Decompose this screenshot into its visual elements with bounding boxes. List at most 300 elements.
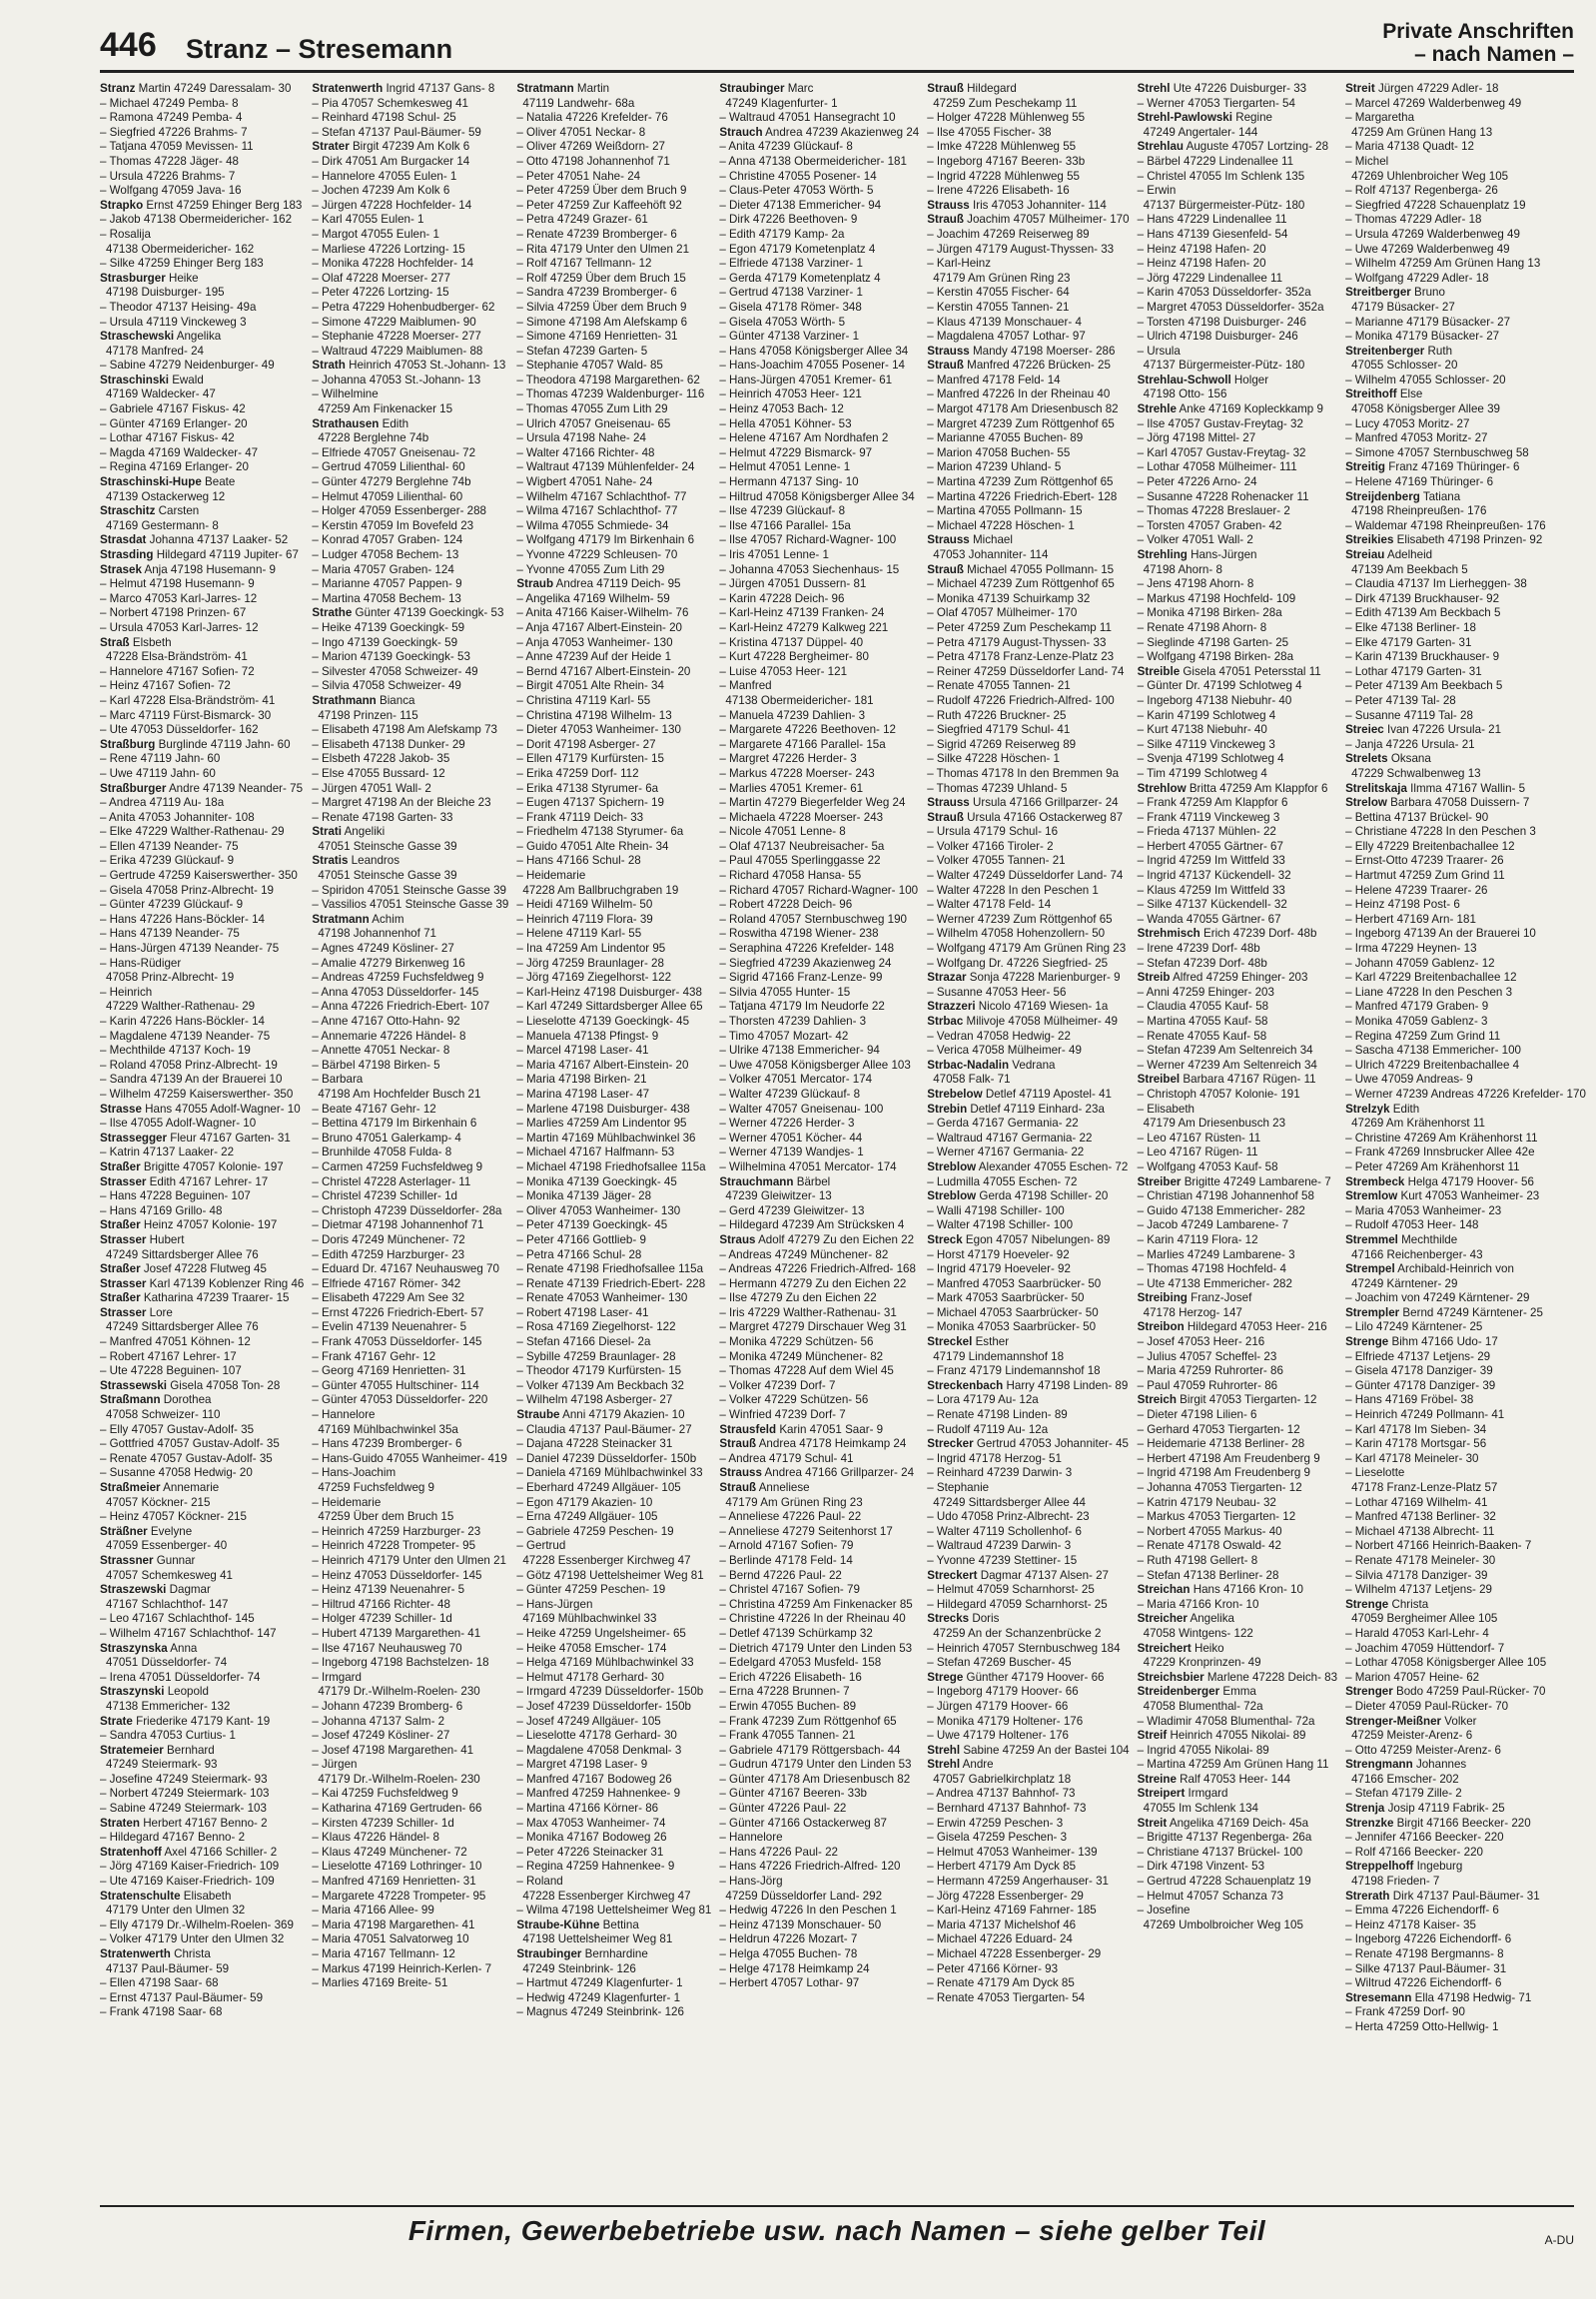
entry-details: – Udo 47058 Prinz-Albrecht- 23 xyxy=(927,1510,1090,1524)
entry-details: – Klaus 47139 Monschauer- 4 xyxy=(927,315,1082,329)
directory-entry xyxy=(719,213,919,228)
directory-entry xyxy=(719,1831,919,1846)
entry-details: – Wilma 47198 Uettelsheimer Weg 81 xyxy=(516,1904,712,1917)
surname: Streichert xyxy=(1137,1641,1192,1655)
entry-details: Alexander 47055 Eschen- 72 xyxy=(978,1159,1129,1173)
directory-entry xyxy=(719,1379,919,1394)
entry-details: – Hartmut 47259 Zum Grind 11 xyxy=(1345,869,1505,883)
directory-entry xyxy=(927,460,1129,475)
entry-details: – Gertrud 47138 Varziner- 1 xyxy=(719,286,863,300)
directory-entry xyxy=(1138,1379,1337,1394)
entry-details: – Joachim von 47249 Kärntener- 29 xyxy=(1345,1291,1530,1305)
directory-entry xyxy=(516,387,711,402)
entry-details: Hildegard xyxy=(967,82,1017,95)
entry-details: – Monika 47139 Schuirkamp 32 xyxy=(927,591,1091,605)
directory-entry xyxy=(1345,446,1586,461)
entry-details: 47239 Gleiwitzer- 13 xyxy=(725,1189,832,1203)
entry-details: – Monika 47198 Birken- 28a xyxy=(1137,606,1282,620)
entry-details: – Gertrud xyxy=(516,1539,566,1553)
entry-details: 47179 Am Grünen Ring 23 xyxy=(725,1495,863,1509)
entry-details: Anja 47198 Husemann- 9 xyxy=(144,562,276,576)
entry-details: – Volker 47051 Wall- 2 xyxy=(1137,533,1253,547)
entry-details: – Johanna 47053 St.-Johann- 13 xyxy=(312,373,481,386)
entry-details: 47249 Klagenfurter- 1 xyxy=(725,96,838,110)
entry-details: Iris 47053 Johanniter- 114 xyxy=(972,198,1107,212)
entry-details: – Annemarie 47226 Händel- 8 xyxy=(312,1029,466,1043)
directory-entry xyxy=(927,1758,1129,1773)
entry-details: – Jörg 47169 Kaiser-Friedrich- 109 xyxy=(100,1860,280,1874)
entry-details: – Reiner 47259 Düsseldorfer Land- 74 xyxy=(927,664,1125,678)
directory-entry xyxy=(1138,243,1337,258)
entry-details: Dagmar xyxy=(169,1583,211,1597)
surname: Strazar xyxy=(927,971,967,985)
directory-entry xyxy=(312,796,508,811)
entry-details: – Heinz 47198 Hafen- 20 xyxy=(1137,242,1266,256)
directory-entry xyxy=(100,913,304,928)
directory-entry xyxy=(927,1875,1129,1890)
directory-entry xyxy=(1138,170,1337,185)
surname: Stratenwerth xyxy=(100,1947,171,1960)
surname: Strecker xyxy=(927,1437,974,1451)
directory-entry xyxy=(719,359,919,374)
directory-entry xyxy=(100,1277,304,1292)
directory-entry xyxy=(927,1059,1129,1074)
directory-entry xyxy=(1138,1146,1337,1160)
entry-details: – Kai 47259 Fuchsfeldweg 9 xyxy=(312,1787,458,1801)
directory-entry xyxy=(1138,1000,1337,1015)
entry-details: 47249 Angertaler- 144 xyxy=(1143,125,1258,139)
directory-entry xyxy=(1345,1918,1586,1933)
directory-entry xyxy=(312,1583,508,1598)
entry-details: Andre xyxy=(962,1758,994,1772)
directory-entry xyxy=(719,431,919,446)
directory-entry xyxy=(516,548,711,563)
entry-details: – Svenja 47199 Schlotweg 4 xyxy=(1137,752,1284,766)
directory-entry xyxy=(927,1320,1129,1335)
entry-details: – Helge 47178 Heimkamp 24 xyxy=(719,1961,870,1975)
entry-details: Tatiana xyxy=(1422,489,1461,503)
entry-details: – Peter 47259 Zum Peschekamp 11 xyxy=(927,620,1112,634)
directory-entry xyxy=(516,1452,711,1467)
entry-details: – Stefan 47239 Garten- 5 xyxy=(516,344,648,358)
directory-entry xyxy=(1138,126,1337,141)
directory-entry xyxy=(927,1496,1129,1511)
surname: Streidenberger xyxy=(1137,1685,1220,1699)
entry-details: – Thorsten 47239 Dahlien- 3 xyxy=(719,1015,867,1028)
directory-entry xyxy=(312,854,508,869)
directory-entry xyxy=(312,1744,508,1759)
entry-details: – Hans 47239 Bromberger- 6 xyxy=(312,1437,462,1451)
entry-details: – Vedran 47058 Hedwig- 22 xyxy=(927,1029,1071,1043)
directory-entry xyxy=(719,1918,919,1933)
directory-entry xyxy=(719,1904,919,1918)
entry-details: – Olaf 47057 Mülheimer- 170 xyxy=(927,606,1078,620)
directory-entry xyxy=(719,665,919,680)
directory-entry xyxy=(719,1000,919,1015)
entry-details: – Kerstin 47059 Im Bovefeld 23 xyxy=(312,518,474,532)
entry-details: – Leo 47167 Rüsten- 11 xyxy=(1137,1131,1261,1145)
entry-details: – Waltraud 47229 Maiblumen- 88 xyxy=(312,344,483,358)
entry-details: – Heike 47058 Emscher- 174 xyxy=(516,1641,667,1655)
entry-details: – Hans 47058 Königsberger Allee 34 xyxy=(719,344,909,358)
directory-entry xyxy=(516,1890,711,1905)
surname: Strauss xyxy=(927,198,970,212)
entry-details: – Anna 47138 Obermeidericher- 181 xyxy=(719,154,907,168)
directory-entry xyxy=(1138,345,1337,360)
directory-entry xyxy=(100,854,304,869)
entry-details: – Andrea 47179 Schul- 41 xyxy=(719,1451,854,1465)
entry-details: – Dieter 47138 Emmericher- 94 xyxy=(719,198,882,212)
surname: Straßer xyxy=(100,1218,141,1232)
directory-entry xyxy=(312,694,508,709)
directory-entry xyxy=(719,199,919,214)
directory-entry xyxy=(100,1729,304,1744)
entry-details: Archibald-Heinrich von xyxy=(1397,1262,1514,1276)
directory-entry xyxy=(312,723,508,738)
directory-entry xyxy=(100,1175,304,1190)
entry-details: – Elisabeth 47138 Dunker- 29 xyxy=(312,737,465,751)
directory-entry xyxy=(1345,519,1586,534)
entry-details: – Bernd 47167 Albert-Einstein- 20 xyxy=(516,664,691,678)
directory-entry xyxy=(1138,387,1337,402)
directory-entry xyxy=(1345,1758,1586,1773)
directory-entry xyxy=(719,1291,919,1306)
entry-details: – Silke 47259 Ehinger Berg 183 xyxy=(100,257,264,271)
directory-entry xyxy=(927,942,1129,957)
entry-details: – Silvester 47058 Schweizer- 49 xyxy=(312,664,478,678)
entry-details: – Marliese 47226 Lortzing- 15 xyxy=(312,242,465,256)
directory-entry xyxy=(312,1627,508,1642)
directory-entry xyxy=(1138,1715,1337,1730)
entry-details: – Wilhelm 47259 Kaiserswerther- 350 xyxy=(100,1087,294,1101)
directory-entry xyxy=(927,1423,1129,1438)
entry-details: – Helmut 47051 Lenne- 1 xyxy=(719,460,851,474)
entry-details: 47055 Schlosser- 20 xyxy=(1351,359,1458,373)
directory-entry xyxy=(312,665,508,680)
directory-entry xyxy=(719,1598,919,1613)
directory-entry xyxy=(1138,1787,1337,1802)
surname: Strassewski xyxy=(100,1378,168,1392)
directory-entry xyxy=(516,1160,711,1175)
directory-entry xyxy=(1345,752,1586,767)
entry-details: 47169 Mühlbachwinkel 35a xyxy=(318,1422,458,1436)
directory-entry xyxy=(1138,446,1337,461)
directory-entry xyxy=(100,1073,304,1088)
entry-details: – Heinz 47167 Sofien- 72 xyxy=(100,679,231,693)
directory-entry xyxy=(312,1189,508,1204)
entry-details: Andrea 47239 Akazienweg 24 xyxy=(765,125,920,139)
directory-entry xyxy=(1345,1904,1586,1918)
directory-entry xyxy=(1138,1262,1337,1277)
directory-entry xyxy=(927,1671,1129,1686)
directory-entry xyxy=(1345,257,1586,272)
entry-details: – Thomas 47239 Waldenburger- 116 xyxy=(516,387,705,401)
directory-entry xyxy=(927,213,1129,228)
directory-entry xyxy=(1345,1132,1586,1147)
entry-details: Josef 47228 Flutweg 45 xyxy=(143,1262,267,1276)
entry-details: – Oliver 47269 Weißdorn- 27 xyxy=(516,140,665,154)
directory-entry xyxy=(516,533,711,548)
entry-details: Burglinde 47119 Jahn- 60 xyxy=(158,737,291,751)
entry-details: – Werner 47239 Zum Röttgenhof 65 xyxy=(927,912,1113,926)
directory-entry xyxy=(1345,898,1586,913)
directory-entry xyxy=(516,825,711,840)
footer-note: Firmen, Gewerbebetriebe usw. nach Namen – siehe gelber Teil xyxy=(407,2215,1266,2246)
entry-details: – Sandra 47139 An der Brauerei 10 xyxy=(100,1073,283,1087)
directory-entry xyxy=(719,1015,919,1030)
entry-details: 47058 Falk- 71 xyxy=(933,1073,1011,1087)
entry-details: Achim xyxy=(372,912,404,926)
directory-entry xyxy=(516,563,711,578)
directory-entry xyxy=(100,1802,304,1817)
entry-details: – Wigbert 47051 Nahe- 24 xyxy=(516,475,653,489)
directory-entry xyxy=(719,1146,919,1160)
directory-entry xyxy=(312,1117,508,1132)
directory-entry xyxy=(719,1656,919,1671)
directory-entry xyxy=(516,519,711,534)
entry-details: – Hans-Guido 47055 Wanheimer- 419 xyxy=(312,1451,507,1465)
entry-details: – Rudolf 47053 Heer- 148 xyxy=(1345,1218,1479,1232)
directory-entry xyxy=(516,1525,711,1540)
directory-entry xyxy=(312,1132,508,1147)
directory-entry xyxy=(312,504,508,519)
directory-entry xyxy=(1345,1117,1586,1132)
entry-details: – Günter 47166 Ostackerweg 87 xyxy=(719,1816,887,1830)
directory-entry xyxy=(100,417,304,432)
entry-details: – Manfred 47259 Hahnenkee- 9 xyxy=(516,1787,681,1801)
entry-details: – Spiridon 47051 Steinsche Gasse 39 xyxy=(312,883,506,897)
directory-entry xyxy=(927,475,1129,490)
directory-entry xyxy=(312,1729,508,1744)
directory-entry xyxy=(927,111,1129,126)
directory-entry xyxy=(927,1642,1129,1657)
directory-entry xyxy=(312,1685,508,1700)
directory-entry xyxy=(516,1393,711,1408)
directory-entry xyxy=(1345,359,1586,374)
entry-details: Brigitte 47057 Kolonie- 197 xyxy=(143,1159,284,1173)
entry-details: – Siegfried 47179 Schul- 41 xyxy=(927,723,1071,737)
surname: Streibing xyxy=(1137,1291,1188,1305)
directory-entry xyxy=(927,709,1129,724)
directory-entry xyxy=(516,869,711,884)
entry-details: – Ellen 47139 Neander- 75 xyxy=(100,839,239,853)
directory-entry xyxy=(719,1248,919,1263)
entry-details: – Ruth 47226 Bruckner- 25 xyxy=(927,708,1067,722)
directory-entry xyxy=(1345,1103,1586,1118)
entry-details: Ursula 47166 Grillparzer- 24 xyxy=(972,796,1119,810)
entry-details: – Hans 47169 Grillo- 48 xyxy=(100,1203,223,1217)
entry-details: – Christine 47055 Posener- 14 xyxy=(719,169,877,183)
entry-details: – Angelika 47169 Wilhelm- 59 xyxy=(516,591,670,605)
entry-details: – Margarete 47228 Trompeter- 95 xyxy=(312,1889,486,1903)
surname: Streikies xyxy=(1345,533,1394,547)
directory-entry xyxy=(1138,563,1337,578)
directory-entry xyxy=(312,1088,508,1103)
entry-details: – Olaf 47137 Neubreisacher- 5a xyxy=(719,839,885,853)
entry-details: Günther 47179 Hoover- 66 xyxy=(966,1670,1105,1684)
directory-entry xyxy=(1345,1189,1586,1204)
entry-details: – Heinrich xyxy=(100,985,153,999)
entry-details: – Oliver 47053 Wanheimer- 130 xyxy=(516,1203,681,1217)
entry-details: – Anita 47166 Kaiser-Wilhelm- 76 xyxy=(516,606,689,620)
entry-details: – Hermann 47279 Zu den Eichen 22 xyxy=(719,1276,907,1290)
entry-details: Regine xyxy=(1235,111,1272,125)
directory-entry xyxy=(1138,1598,1337,1613)
directory-entry xyxy=(100,1146,304,1160)
directory-entry xyxy=(1138,475,1337,490)
directory-entry xyxy=(1138,1393,1337,1408)
directory-entry xyxy=(719,1044,919,1059)
entry-details: – Irene 47239 Dorf- 48b xyxy=(1137,942,1260,956)
directory-entry xyxy=(516,1103,711,1118)
directory-entry xyxy=(1345,1860,1586,1875)
directory-entry xyxy=(1345,1393,1586,1408)
entry-details: – Elke 47179 Garten- 31 xyxy=(1345,635,1472,649)
directory-entry xyxy=(1345,1073,1586,1088)
entry-details: – Walli 47198 Schiller- 100 xyxy=(927,1203,1065,1217)
directory-entry xyxy=(1345,1044,1586,1059)
directory-entry xyxy=(100,1088,304,1103)
entry-details: – Egon 47179 Akazien- 10 xyxy=(516,1495,653,1509)
directory-entry xyxy=(312,359,508,374)
directory-entry xyxy=(927,957,1129,972)
entry-details: – Frank 47259 Dorf- 90 xyxy=(1345,2005,1465,2019)
entry-details: – Renate 47198 Garten- 33 xyxy=(312,810,453,824)
entry-details: – Jürgen 47179 Hoover- 66 xyxy=(927,1699,1069,1713)
entry-details: – Götz 47198 Uettelsheimer Weg 81 xyxy=(516,1568,704,1582)
entry-details: – Gabriele 47167 Fiskus- 42 xyxy=(100,402,246,416)
entry-details: – Rudolf 47226 Friedrich-Alfred- 100 xyxy=(927,693,1115,707)
directory-entry xyxy=(516,1787,711,1802)
entry-details: – Jürgen 47051 Dussern- 81 xyxy=(719,577,867,591)
directory-entry xyxy=(719,1306,919,1321)
entry-details: – Marianne 47055 Buchen- 89 xyxy=(927,431,1084,445)
directory-entry xyxy=(719,869,919,884)
entry-details: – Michaela 47228 Moerser- 243 xyxy=(719,810,884,824)
entry-details: – Gerd 47239 Gleiwitzer- 13 xyxy=(719,1203,865,1217)
entry-details: – Walter 47057 Gneisenau- 100 xyxy=(719,1102,884,1116)
directory-entry xyxy=(1345,1218,1586,1233)
entry-details: – Otto 47259 Meister-Arenz- 6 xyxy=(1345,1743,1502,1757)
entry-details: – Margot 47178 Am Driesenbusch 82 xyxy=(927,402,1119,416)
directory-entry xyxy=(927,1175,1129,1190)
entry-details: – Helmut 47053 Wanheimer- 139 xyxy=(927,1845,1098,1859)
surname: Streichsbier xyxy=(1137,1670,1204,1684)
entry-details: – Günter 47239 Glückauf- 9 xyxy=(100,898,244,912)
entry-details: – Kerstin 47055 Tannen- 21 xyxy=(927,300,1070,314)
directory-entry xyxy=(516,1744,711,1759)
directory-column xyxy=(1138,82,1337,2189)
entry-details: 47137 Bürgermeister-Pütz- 180 xyxy=(1143,359,1305,373)
directory-entry xyxy=(516,475,711,490)
directory-entry xyxy=(100,665,304,680)
directory-entry xyxy=(927,1583,1129,1598)
directory-entry xyxy=(719,126,919,141)
directory-entry xyxy=(516,1291,711,1306)
entry-details: Anna xyxy=(170,1641,198,1655)
entry-details: 47179 Dr.-Wilhelm-Roelen- 230 xyxy=(318,1772,480,1786)
directory-entry xyxy=(312,1452,508,1467)
directory-entry xyxy=(1138,155,1337,170)
directory-entry xyxy=(312,1160,508,1175)
entry-details: – Josef 47198 Margarethen- 41 xyxy=(312,1743,474,1757)
directory-entry xyxy=(927,577,1129,592)
entry-details: – Anja 47053 Wanheimer- 130 xyxy=(516,635,673,649)
directory-entry xyxy=(1138,1248,1337,1263)
directory-entry xyxy=(719,854,919,869)
entry-details: – Ellen 47179 Kurfürsten- 15 xyxy=(516,752,664,766)
directory-entry xyxy=(1138,1059,1337,1074)
directory-entry xyxy=(927,606,1129,621)
directory-entry xyxy=(719,243,919,258)
directory-entry xyxy=(100,460,304,475)
entry-details: – Edith 47179 Kamp- 2a xyxy=(719,227,845,241)
entry-details: – Hildegard 47059 Scharnhorst- 25 xyxy=(927,1597,1108,1611)
directory-entry xyxy=(100,257,304,272)
entry-details: – Joachim 47269 Reiserweg 89 xyxy=(927,227,1090,241)
directory-entry xyxy=(719,752,919,767)
entry-details: – Wiltrud 47226 Eichendorff- 6 xyxy=(1345,1976,1502,1990)
directory-entry xyxy=(100,286,304,301)
entry-details: – Margret 47053 Düsseldorfer- 352a xyxy=(1137,300,1324,314)
entry-details: – Heinz 47057 Köckner- 215 xyxy=(100,1510,247,1524)
entry-details: – Günter 47226 Paul- 22 xyxy=(719,1802,847,1816)
directory-entry xyxy=(1138,709,1337,724)
entry-details: Britta 47259 Am Klappfor 6 xyxy=(1189,781,1328,795)
directory-entry xyxy=(927,1030,1129,1045)
directory-entry xyxy=(1138,359,1337,374)
entry-details: – Ilse 47057 Gustav-Freytag- 32 xyxy=(1137,416,1303,430)
entry-details: – Josef 47053 Heer- 216 xyxy=(1137,1335,1265,1349)
surname: Strehl xyxy=(927,1743,961,1757)
directory-entry xyxy=(516,1233,711,1248)
entry-details: – Heinrich 47053 Heer- 121 xyxy=(719,387,862,401)
entry-details: – Wilhelmina 47051 Mercator- 174 xyxy=(719,1159,897,1173)
entry-details: Ivan 47226 Ursula- 21 xyxy=(1386,723,1502,737)
directory-entry xyxy=(100,359,304,374)
entry-details: – Hannelore 47167 Sofien- 72 xyxy=(100,664,255,678)
directory-entry xyxy=(516,898,711,913)
directory-entry xyxy=(516,1976,711,1991)
directory-entry xyxy=(1138,1802,1337,1817)
directory-entry xyxy=(927,1189,1129,1204)
directory-entry xyxy=(516,1117,711,1132)
entry-details: – Egon 47179 Kometenplatz 4 xyxy=(719,242,876,256)
entry-details: 47198 Ahorn- 8 xyxy=(1143,562,1222,576)
directory-entry xyxy=(1345,199,1586,214)
directory-entry xyxy=(312,592,508,607)
entry-details: – Elly 47057 Gustav-Adolf- 35 xyxy=(100,1422,255,1436)
directory-entry xyxy=(516,1715,711,1730)
directory-entry xyxy=(100,1700,304,1715)
directory-entry xyxy=(516,942,711,957)
directory-entry xyxy=(927,1976,1129,1991)
entry-details: – Iris 47229 Walther-Rathenau- 31 xyxy=(719,1305,897,1319)
entry-details: – Lieselotte 47139 Goeckingk- 45 xyxy=(516,1015,690,1028)
directory-entry xyxy=(516,577,711,592)
entry-details: 47198 Prinzen- 115 xyxy=(318,708,418,722)
entry-details: – Lora 47179 Au- 12a xyxy=(927,1393,1039,1407)
entry-details: – Maria 47167 Tellmann- 12 xyxy=(312,1947,455,1960)
surname: Strempel xyxy=(1345,1262,1395,1276)
directory-entry xyxy=(312,1932,508,1947)
entry-details: – Irmgard 47239 Düsseldorfer- 150b xyxy=(516,1685,704,1699)
entry-details: – Uwe 47059 Andreas- 9 xyxy=(1345,1073,1473,1087)
directory-entry xyxy=(927,97,1129,112)
entry-details: Bruno xyxy=(1414,286,1445,300)
entry-details: – Michael 47167 Halfmann- 53 xyxy=(516,1146,675,1159)
entry-details: – Claudia 47137 Im Lierheggen- 38 xyxy=(1345,577,1527,591)
